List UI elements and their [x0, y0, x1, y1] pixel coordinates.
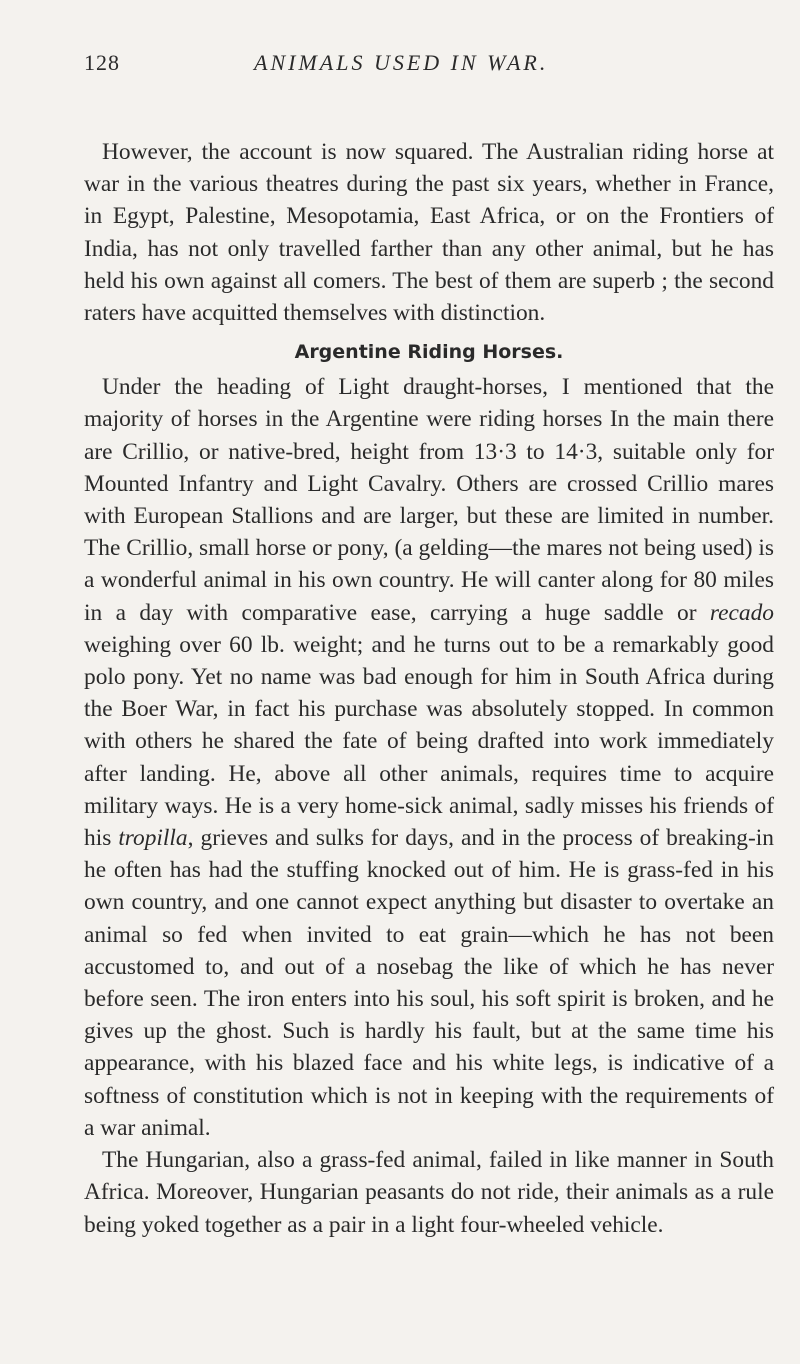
italic-term-tropilla: tropilla [118, 825, 188, 852]
section-heading: Argentine Riding Horses. [294, 341, 564, 364]
running-head [84, 50, 774, 90]
paragraph-argentine-crillio [84, 371, 774, 1144]
page-number: 128 [84, 50, 120, 75]
paragraph-text: Under the heading of Light draught-horses, I mentioned that the majority of horses in the Argentine were riding horses In the main there are Crillio, or native-bred, height from 13·3 to 14·3, suitable only for Mounted Infantry and Light Cavalry. Others are crossed Crillio mares with European Stallions and are larger, but these are limited in number. The Crillio, small horse or pony, (a gelding—the mares not being used) is a wonderful animal in his own country. He will canter along for 80 miles in a day with comparative ease, carrying a huge saddle or [84, 374, 774, 626]
paragraph-text: , grieves and sulks for days, and in the process of breaking-in he often has had the stuffing knocked out of him. He is grass-fed in his own country, and one cannot expect anything but disaster to overtake an animal so fed when invited to eat grain—which he has not been accustomed to, and out of a nosebag the like of which he has never before seen. The iron enters into his soul, his soft spirit is broken, and he gives up the ghost. Such is hardly his fault, but at the same time his appearance, with his blazed face and his white legs, is indicative of a softness of constitution which is not in keeping with the requirements of a war animal. [84, 825, 774, 1141]
paragraph-text: weighing over 60 lb. weight; and he turns out to be a remarkably good polo pony. Yet no name was bad enough for him in South Africa during the Boer War, in fact his purchase was absolutely stopped. In common with others he shared the fate of being drafted into work immediately after landing. He, above all other animals, requires time to acquire military ways. He is a very home-sick animal, sadly misses his friends of his [84, 631, 774, 852]
paragraph-hungarian: The Hungarian, also a grass-fed animal, failed in like manner in South Africa. Moreover, Hungarian peasants do not ride, their animals as a rule being yoked together as a pair in a light four-wheeled vehicle. [84, 1147, 774, 1238]
paragraph-australian-horse: However, the account is now squared. The Australian riding horse at war in the various theatres during the past six years, whether in France, in Egypt, Palestine, Mesopotamia, East Africa, or on the Frontiers of India, has not only travelled farther than any other animal, but he has held his own against all comers. The best of them are superb ; the second raters have acquitted themselves with distinction. [84, 139, 774, 327]
italic-term-recado: recado [709, 599, 774, 626]
running-title: ANIMALS USED IN WAR. [254, 50, 549, 75]
book-page [84, 50, 774, 1241]
